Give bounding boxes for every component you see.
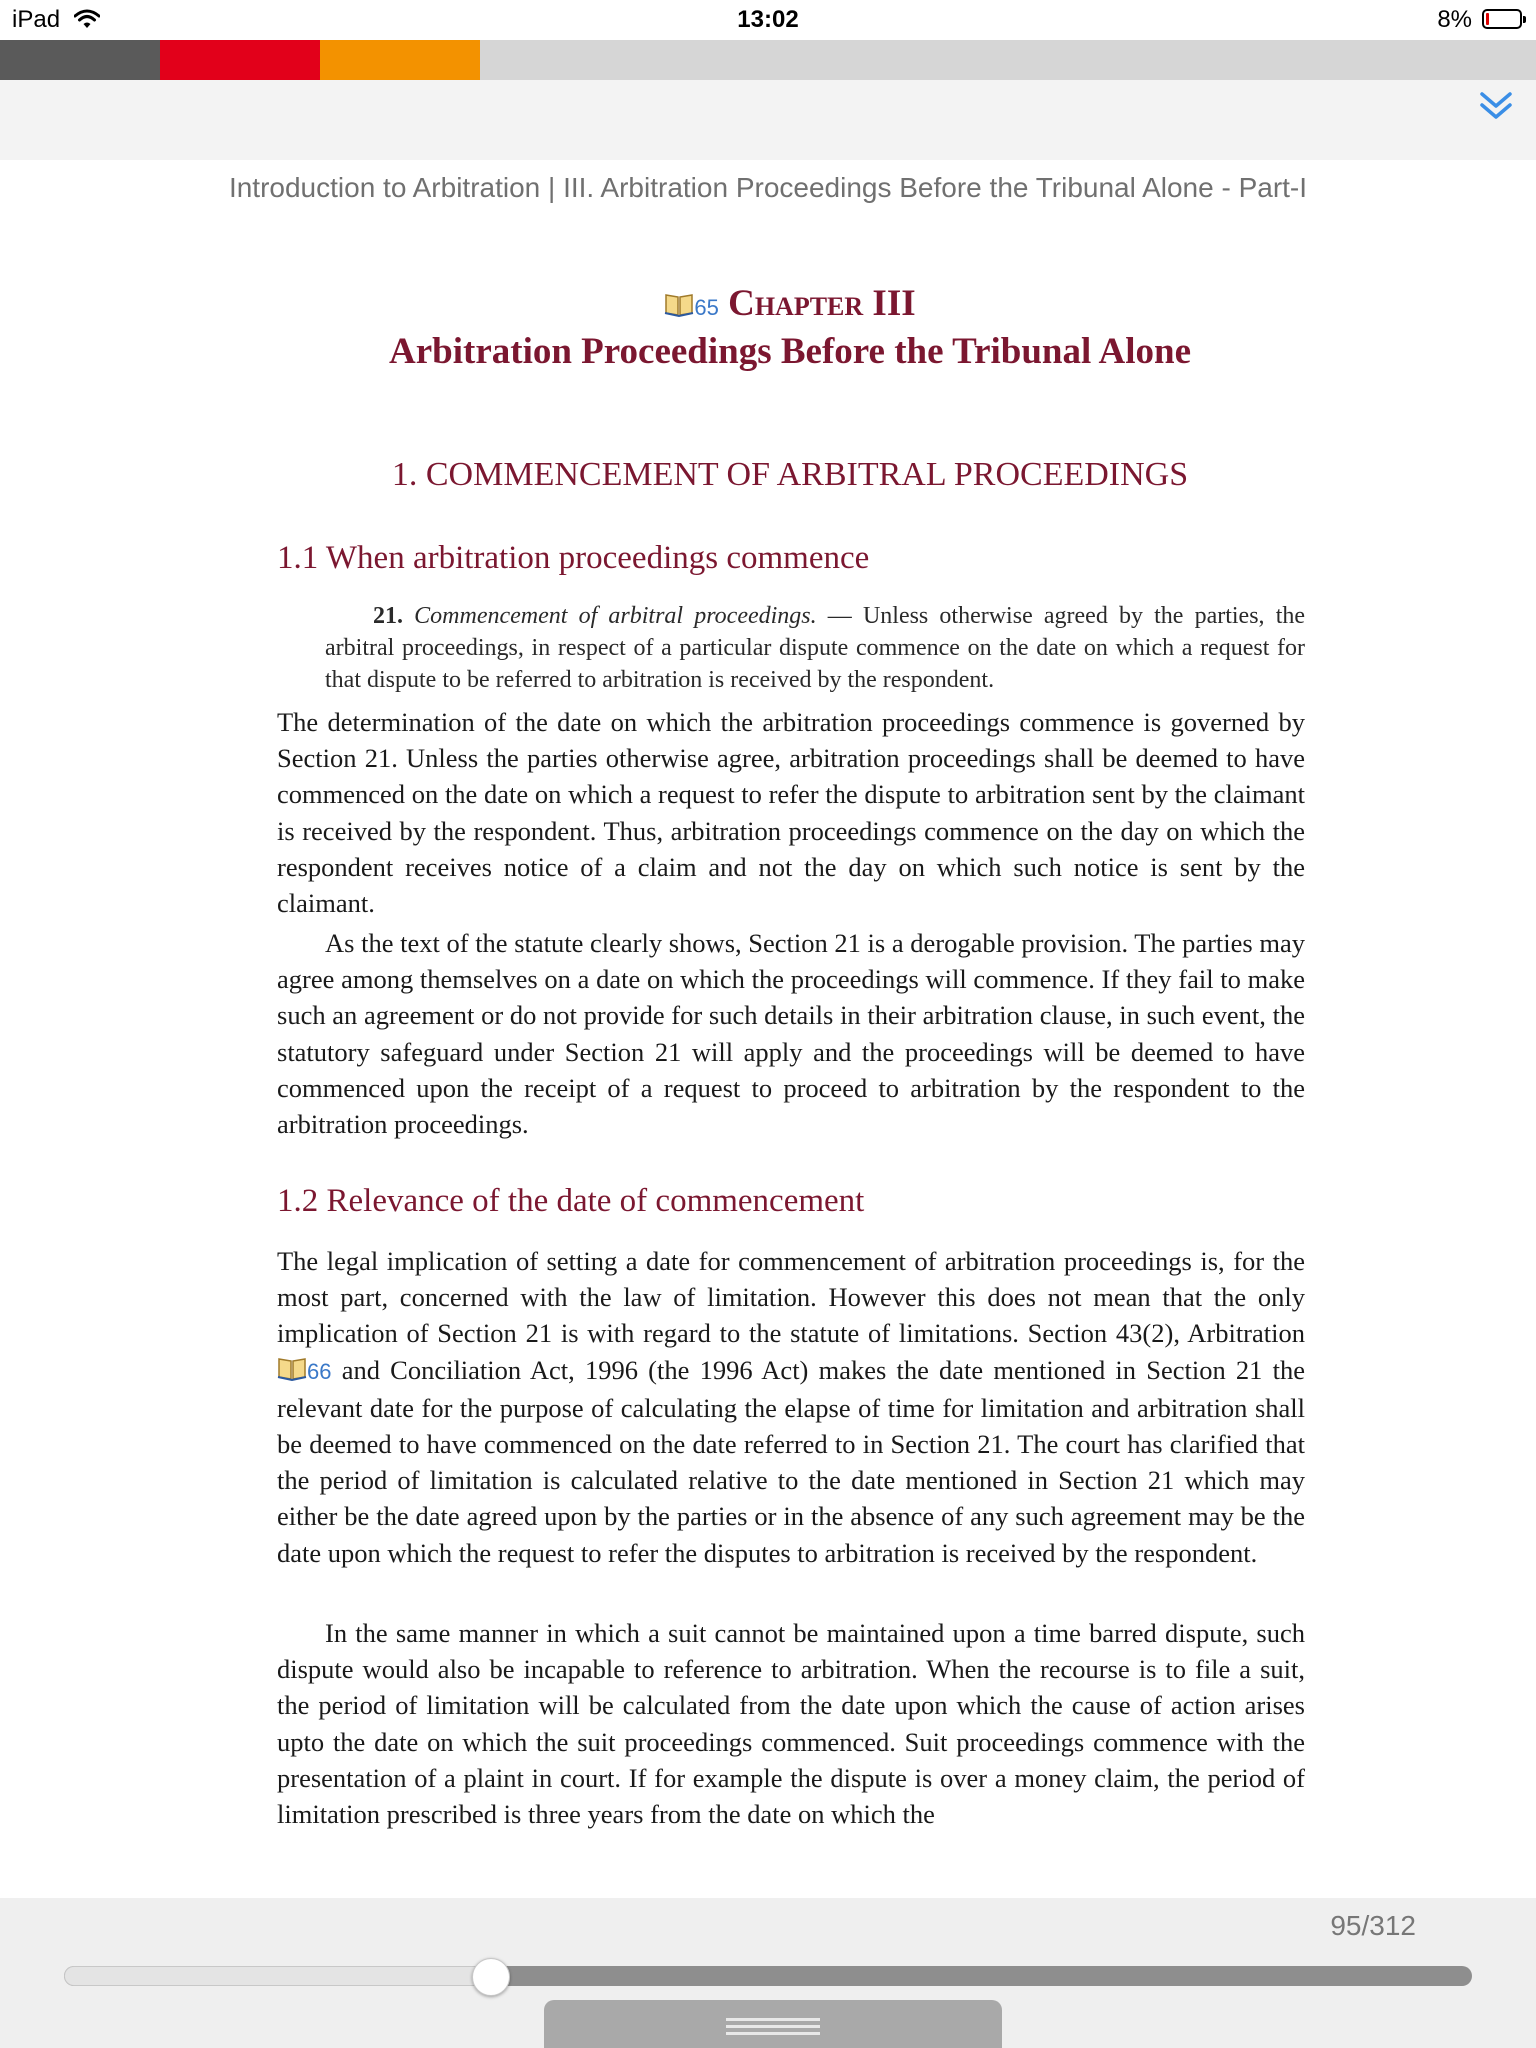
drawer-grip-icon <box>726 2018 820 2021</box>
section-number: 21. <box>373 603 403 629</box>
chapter-title: Arbitration Proceedings Before the Tribunal Alone <box>389 331 1191 372</box>
tab-marker-orange[interactable] <box>320 40 480 80</box>
chapter-label <box>0 282 1536 325</box>
paragraph: The determination of the date on which the arbitration proceedings commence is governed by Section 21. Unless the parties otherwise agree, arbitration proceedings shall be deemed to have commenced on the date on which a request to refer the dispute to arbitration sent by the claimant is received by the respondent. Thus, arbitration proceedings commence on the day on which the respondent receives notice of a claim and not the day on which such notice is sent by the claimant. <box>277 707 1305 919</box>
drawer-grip-line <box>726 2032 820 2035</box>
bottom-drawer-handle[interactable] <box>544 2000 1002 2048</box>
book-icon[interactable] <box>277 1355 307 1381</box>
paragraph-text: and Conciliation Act, 1996 (the 1996 Act) makes the date mentioned in Section 21 the relevant date for the purpose of calculating the elapse of time for limitation and arbitration shall be deemed to have commenced on the date referred to in Section 21. The court has clarified that the period of limitation is calculated relative to the date mentioned in Section 21 which may either be the date agreed upon by the parties or in the absence of any such agreement may be the date upon which the request to refer the disputes to arbitration is received by the respondent. <box>277 1354 1305 1568</box>
tab-marker-red[interactable] <box>160 40 320 80</box>
paragraph <box>277 1243 1305 1571</box>
clock: 13:02 <box>737 6 799 33</box>
statute-quote <box>325 600 1305 696</box>
status-bar <box>0 0 1536 40</box>
battery-icon <box>1482 9 1522 29</box>
device-name: iPad <box>12 6 61 33</box>
book-icon[interactable] <box>664 291 694 317</box>
battery-percentage: 8% <box>1437 6 1472 33</box>
page-slider-progress <box>64 1966 490 1986</box>
page-reference[interactable]: 65 <box>694 295 719 320</box>
inline-page-reference[interactable] <box>277 1355 331 1385</box>
paragraph-text: The legal implication of setting a date for commencement of arbitration proceedings is, for the most part, concerned with the law of limitation. However this does not mean that the only implication of Section 21 is with regard to the statute of limitations. Section 43(2), Arbitration <box>277 1246 1305 1349</box>
quote-dash: — <box>816 603 863 629</box>
subsection-heading: 1.2 Relevance of the date of commencement <box>277 1183 865 1219</box>
page-slider[interactable] <box>64 1966 1472 1986</box>
page-reference[interactable]: 66 <box>307 1358 332 1384</box>
page-slider-thumb[interactable] <box>472 1958 510 1996</box>
tab-marker-gray[interactable] <box>0 40 160 80</box>
toolbar <box>0 80 1536 160</box>
quote-text: Unless otherwise agreed by the parties, the arbitral proceedings, in respect of a particular dispute commence on the date on which a request for that dispute to be referred to arbitration is received by the respondent. <box>325 603 1306 693</box>
section-heading: 1. COMMENCEMENT OF ARBITRAL PROCEEDINGS <box>391 456 1189 493</box>
page-counter: 95/312 <box>1330 1910 1416 1941</box>
double-chevron-down-icon[interactable] <box>1478 88 1514 124</box>
paragraph: In the same manner in which a suit cannot be maintained upon a time barred dispute, such dispute would also be incapable to reference to arbitration. When the recourse is to file a suit, the period of limitation will be calculated from the date upon which the cause of action arises upto the date on which the suit proceedings commenced. Suit proceedings commence with the presentation of a plaint in court. If for example the dispute is over a money claim, the period of limitation prescribed is three years from the date on which the <box>277 1618 1305 1830</box>
subsection-heading: 1.1 When arbitration proceedings commence <box>277 540 870 576</box>
drawer-grip-line <box>726 2025 820 2028</box>
breadcrumb: Introduction to Arbitration | III. Arbitration Proceedings Before the Tribunal Alone - Part-I <box>228 172 1308 203</box>
color-tab-strip <box>0 40 1536 80</box>
section-title: Commencement of arbitral proceedings. <box>414 603 817 629</box>
paragraph: As the text of the statute clearly shows, Section 21 is a derogable provision. The parties may agree among themselves on a date on which the proceedings will commence. If they fail to make such an agreement or do not provide for such details in their arbitration clause, in such event, the statutory safeguard under Section 21 will apply and the proceedings will be deemed to have commenced upon the receipt of a request to proceed to arbitration by the respondent to the arbitration proceedings. <box>277 928 1305 1140</box>
chapter-number: Chapter III <box>728 283 916 324</box>
